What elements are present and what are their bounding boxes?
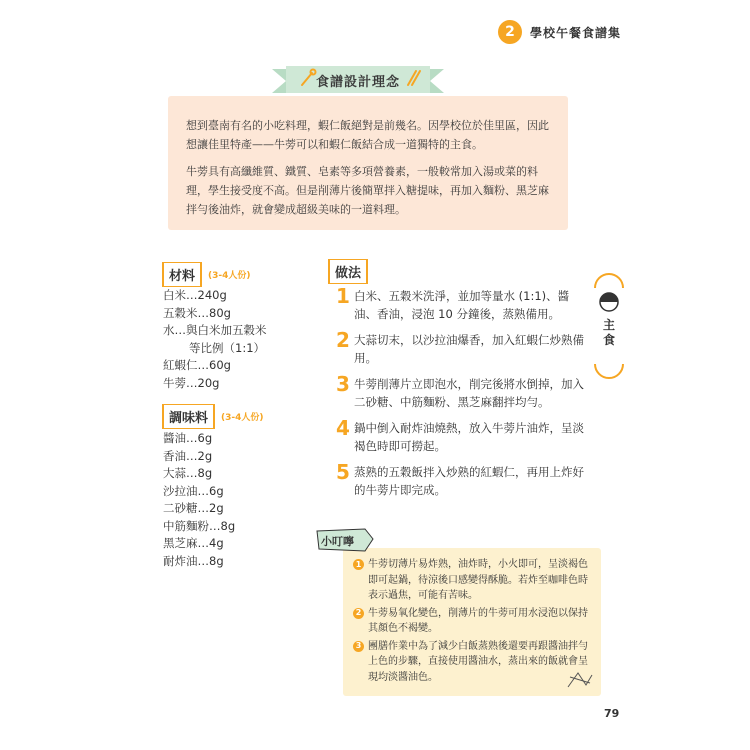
concept-paragraph-2: 牛蒡具有高纖維質、鐵質、皂素等多項營養素，一般較常加入湯或菜的料理，學生接受度不高。但是削薄片後簡單拌入糖提味，再加入麵粉、黑芝麻拌勻後油炸，就會變成超級美味的一道料理。 bbox=[186, 165, 549, 216]
step-3 bbox=[336, 373, 584, 411]
ingredients-header bbox=[162, 262, 251, 287]
tip-item-2 bbox=[353, 606, 593, 637]
list-item: 黑芝麻…4g bbox=[163, 536, 224, 550]
concept-box bbox=[168, 96, 568, 230]
seasoning-serving: (3-4人份) bbox=[221, 413, 264, 423]
method-label: 做法 bbox=[328, 259, 368, 284]
list-item: 五穀米…80g bbox=[163, 305, 231, 320]
step-number: 4 bbox=[336, 416, 350, 440]
method-steps bbox=[336, 285, 584, 505]
tips-list bbox=[353, 557, 593, 687]
tip-number: 1 bbox=[353, 559, 364, 570]
list-item: 等比例（1:1） bbox=[189, 340, 266, 355]
tips-tag-label: 小叮嚀 bbox=[321, 535, 354, 548]
list-item: 二砂糖…2g bbox=[163, 501, 224, 515]
tip-item-3 bbox=[353, 639, 593, 686]
chapter-title: 學校午餐食譜集 bbox=[530, 25, 622, 40]
step-number: 5 bbox=[336, 460, 350, 484]
concept-banner bbox=[268, 63, 448, 99]
step-2 bbox=[336, 329, 584, 367]
seasoning-label: 調味料 bbox=[162, 404, 215, 429]
tip-text: 團膳作業中為了減少白飯蒸熟後還要再跟醬油拌勻上色的步驟，直接使用醬油水，蒸出來的飯就會呈現均淡醬油色。 bbox=[368, 640, 588, 683]
list-item: 紅蝦仁…60g bbox=[163, 358, 231, 372]
tip-text: 牛蒡切薄片易炸熟，油炸時，小火即可，呈淡褐色即可起鍋，待涼後口感變得酥脆。若炸至咖啡色時表示過焦，可能有苦味。 bbox=[368, 559, 588, 601]
step-text: 大蒜切末，以沙拉油爆香，加入紅蝦仁炒熟備用。 bbox=[354, 333, 584, 365]
list-item: 中筋麵粉…8g bbox=[163, 518, 236, 533]
step-4 bbox=[336, 417, 584, 455]
step-5 bbox=[336, 461, 584, 499]
step-number: 1 bbox=[336, 284, 350, 308]
tip-text: 牛蒡易氧化變色，削薄片的牛蒡可用水浸泡以保持其顏色不褐變。 bbox=[368, 607, 588, 634]
method-header bbox=[328, 259, 368, 284]
list-item: 醬油…6g bbox=[163, 431, 213, 445]
page-number: 79 bbox=[604, 707, 620, 720]
step-text: 鍋中倒入耐炸油燒熱，放入牛蒡片油炸，呈淡褐色時即可撈起。 bbox=[354, 421, 584, 453]
list-item: 水…與白米加五穀米 bbox=[163, 323, 267, 337]
list-item: 沙拉油…6g bbox=[163, 483, 224, 498]
chapter-number-badge: 2 bbox=[498, 20, 522, 44]
list-item: 耐炸油…8g bbox=[163, 553, 224, 568]
concept-title: 食譜設計理念 bbox=[315, 75, 400, 90]
list-item: 香油…2g bbox=[163, 448, 213, 463]
ingredients-serving: (3-4人份) bbox=[208, 271, 251, 281]
step-text: 蒸熟的五穀飯拌入炒熟的紅蝦仁，再用上炸好的牛蒡片即完成。 bbox=[354, 465, 584, 497]
step-text: 牛蒡削薄片立即泡水，削完後將水倒掉，加入二砂糖、中筋麵粉、黑芝麻翻拌均勻。 bbox=[354, 377, 584, 409]
step-number: 3 bbox=[336, 372, 350, 396]
tip-number: 2 bbox=[353, 608, 364, 619]
step-1 bbox=[336, 285, 584, 323]
ingredients-list bbox=[163, 287, 267, 392]
side-tab-label: 主食 bbox=[602, 318, 615, 347]
step-number: 2 bbox=[336, 328, 350, 352]
chapter-header bbox=[498, 20, 621, 44]
side-tab-main-dish bbox=[591, 268, 627, 380]
ingredients-label: 材料 bbox=[162, 262, 202, 287]
list-item: 白米…240g bbox=[163, 288, 227, 302]
decorative-doodle-icon bbox=[566, 669, 594, 691]
tips-tag bbox=[313, 527, 375, 553]
tip-number: 3 bbox=[353, 641, 364, 652]
tip-item-1 bbox=[353, 557, 593, 604]
seasoning-list bbox=[163, 430, 235, 570]
list-item: 大蒜…8g bbox=[163, 466, 213, 480]
list-item: 牛蒡…20g bbox=[163, 375, 220, 390]
concept-paragraph-1: 想到臺南有名的小吃料理，蝦仁飯絕對是前幾名。因學校位於佳里區，因此想讓佳里特產——牛蒡可以和蝦仁飯結合成一道獨特的主食。 bbox=[186, 119, 549, 151]
step-text: 白米、五穀米洗淨，並加等量水 (1:1)、醬油、香油，浸泡 10 分鐘後，蒸熟備用。 bbox=[354, 289, 570, 321]
seasoning-header bbox=[162, 404, 264, 429]
